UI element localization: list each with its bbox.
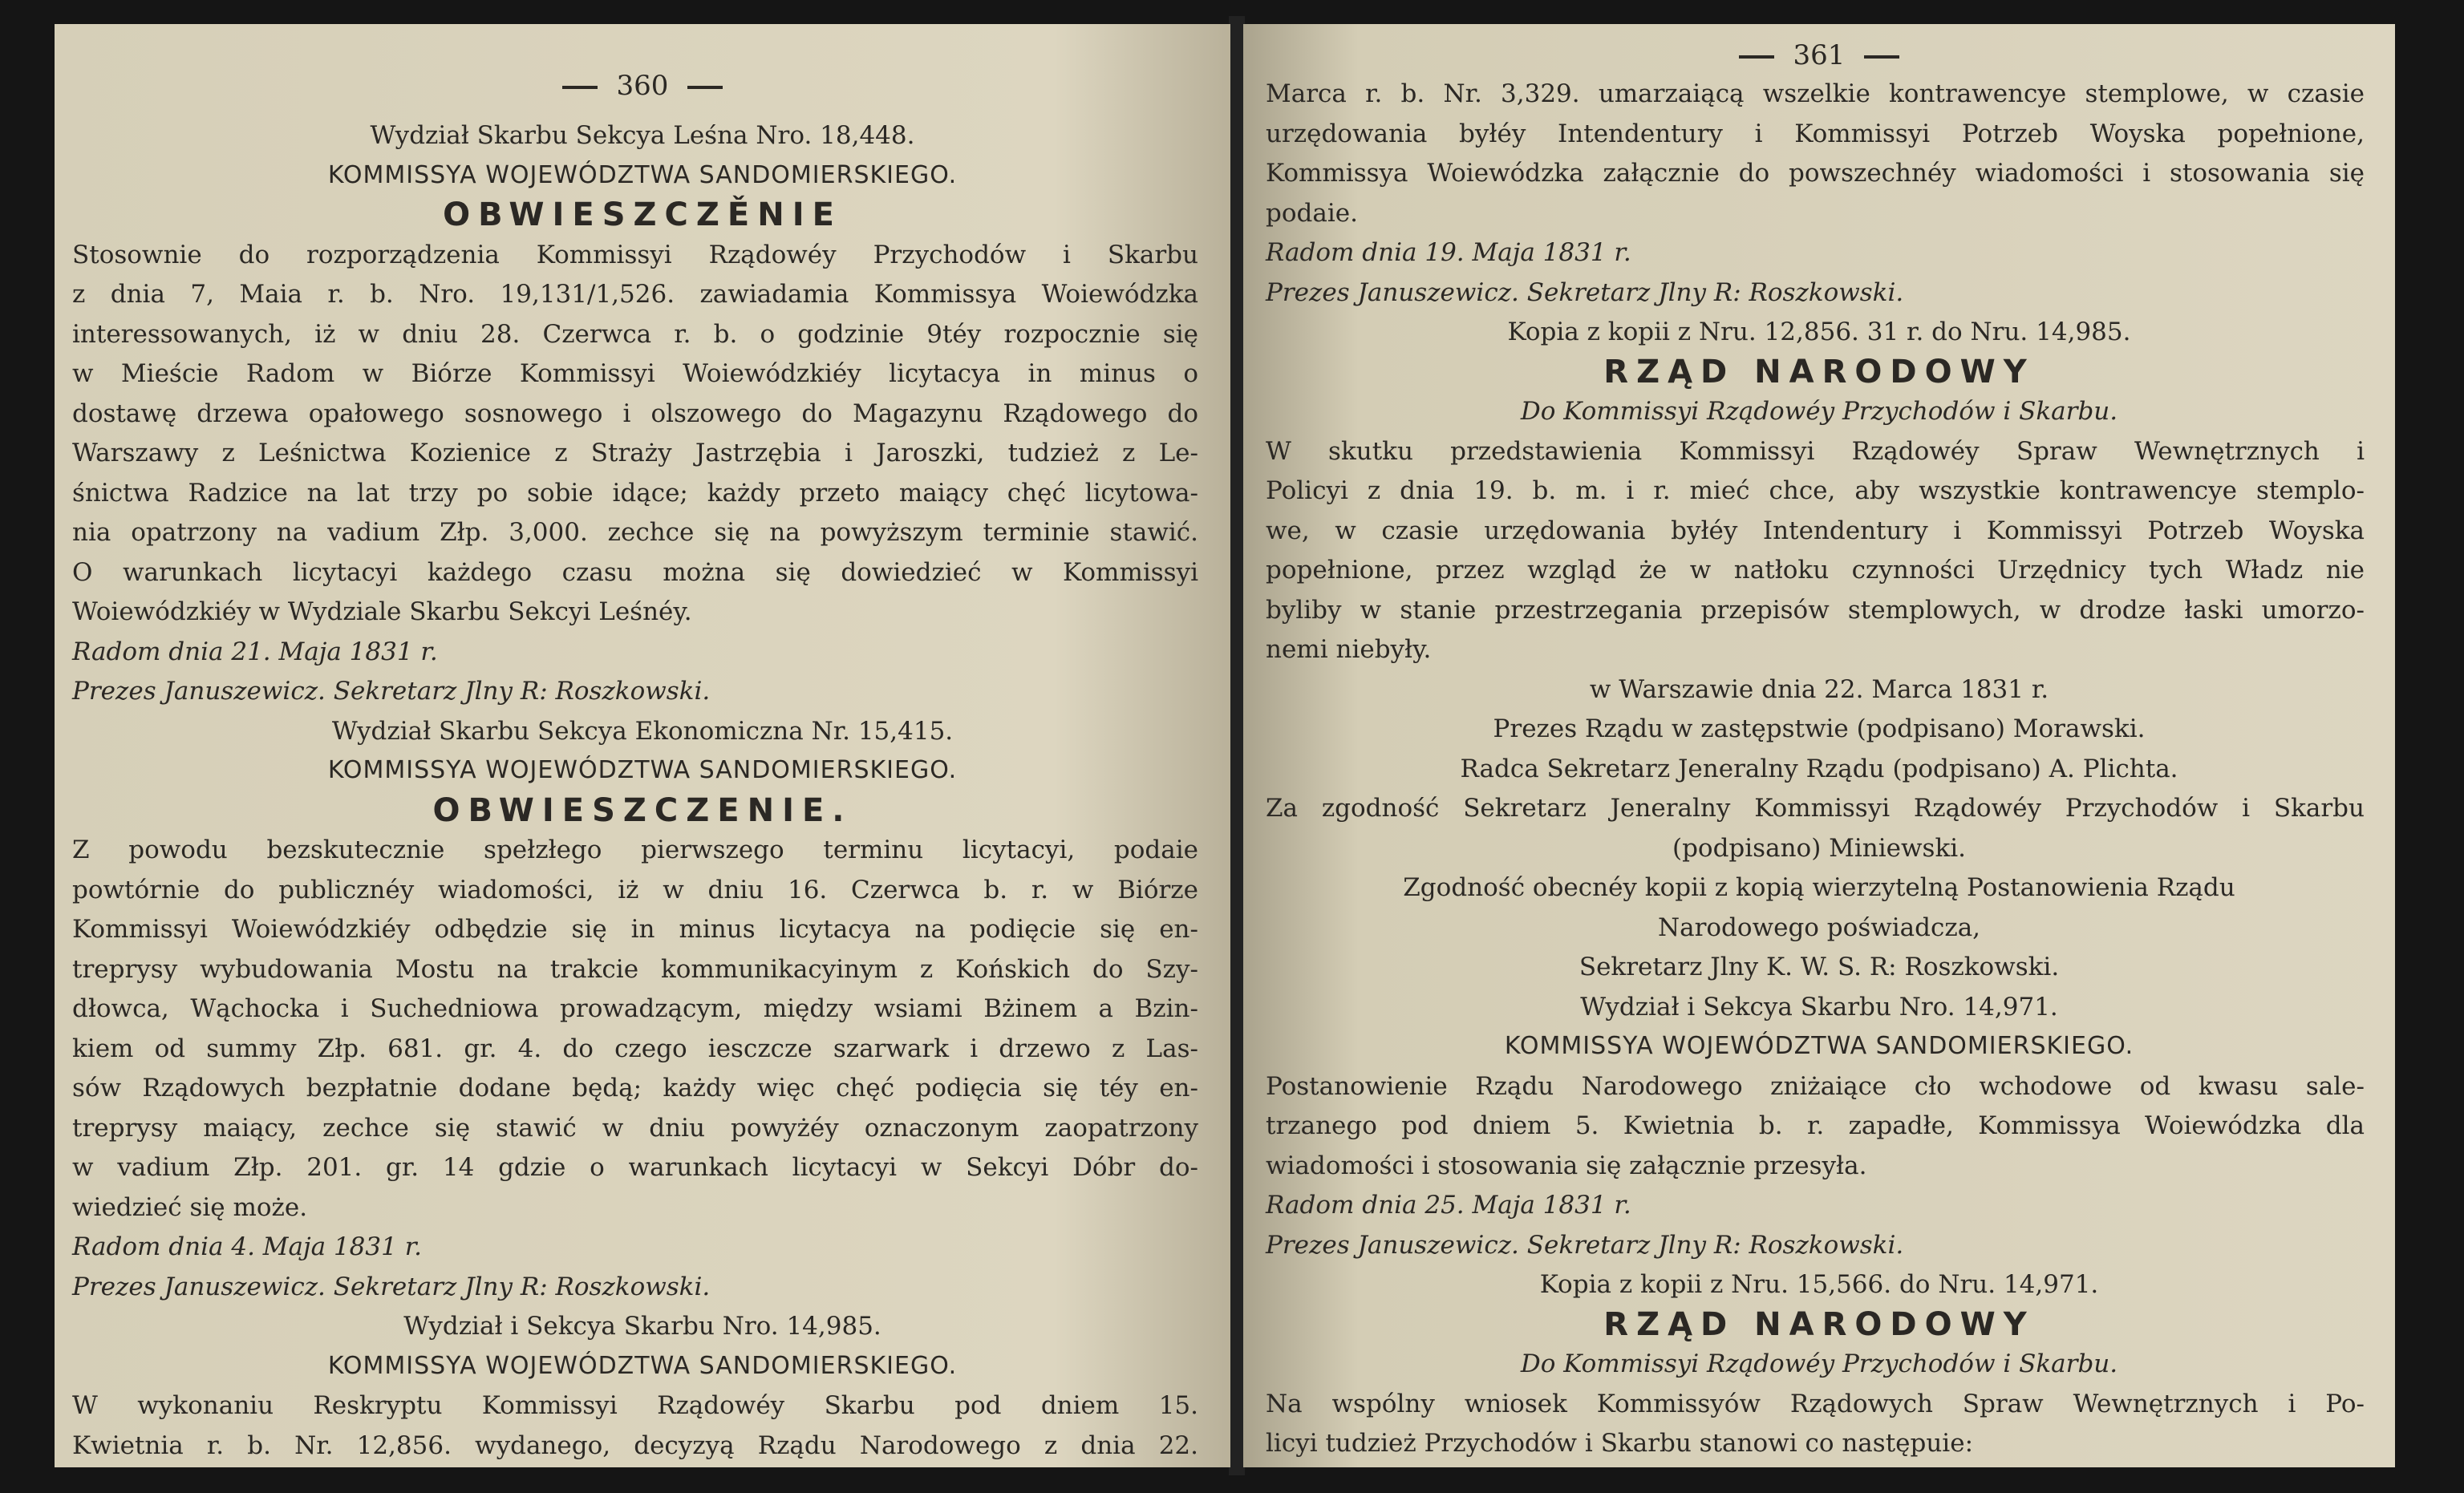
- text-line: Kwietnia r. b. Nr. 12,856. wydanego, decyzyą Rządu Narodowego z dnia 22.: [72, 1430, 1198, 1460]
- text-line: KOMMISSYA WOJEWÓDZTWA SANDOMIERSKIEGO.: [327, 756, 958, 784]
- text-line: interessowanych, iż w dniu 28. Czerwca r. b. o godzinie 9téy rozpocznie się: [72, 319, 1198, 349]
- text-line: Prezes Rządu w zastępstwie (podpisano) Morawski.: [1493, 714, 2146, 743]
- text-line: trzanego pod dniem 5. Kwietnia b. r. zapadłe, Kommissya Woiewódzka dla: [1266, 1111, 2365, 1140]
- text-line: dostawę drzewa opałowego sosnowego i olszowego do Magazynu Rządowego do: [72, 399, 1198, 428]
- text-line: RZĄD NARODOWY: [1603, 1305, 2035, 1343]
- text-line: Na wspólny wniosek Kommissyów Rządowych Spraw Wewnętrznych i Po-: [1266, 1389, 2365, 1418]
- text-line: Stosownie do rozporządzenia Kommissyi Rządowéy Przychodów i Skarbu: [72, 240, 1198, 269]
- text-line: Kommissyi Woiewódzkiéy odbędzie się in minus licytacya na podięcie się en-: [72, 915, 1198, 944]
- text-line: nia opatrzony na vadium Złp. 3,000. zechce się na powyższym terminie stawić.: [72, 518, 1198, 547]
- text-line: Prezes Januszewicz. Sekretarz Jlny R: Roszkowski.: [72, 1272, 711, 1301]
- text-line: Kopia z kopii z Nru. 15,566. do Nru. 14,971.: [1539, 1270, 2099, 1299]
- text-line: Wydział Skarbu Sekcya Leśna Nro. 18,448.: [370, 121, 915, 150]
- text-line: powtórnie do publicznéy wiadomości, iż w dniu 16. Czerwca b. r. w Biórze: [72, 875, 1198, 904]
- text-line: Prezes Januszewicz. Sekretarz Jlny R: Roszkowski.: [1266, 277, 1904, 307]
- text-line: Woiewódzkiéy w Wydziale Skarbu Sekcyi Leśnéy.: [72, 597, 692, 626]
- text-line: Prezes Januszewicz. Sekretarz Jlny R: Roszkowski.: [72, 677, 711, 706]
- text-line: kiem od summy Złp. 681. gr. 4. do czego iesczcze szarwark i drzewo z Las-: [72, 1034, 1198, 1063]
- text-line: Z powodu bezskutecznie spełzłego pierwszego terminu licytacyi, podaie: [72, 836, 1198, 864]
- text-line: KOMMISSYA WOJEWÓDZTWA SANDOMIERSKIEGO.: [327, 1351, 958, 1380]
- text-line: w Mieście Radom w Biórze Kommissyi Woiewódzkiéy licytacya in minus o: [72, 359, 1198, 388]
- text-line: licyi tudzież Przychodów i Skarbu stanowi co następuie:: [1266, 1429, 1974, 1458]
- text-line: Radom dnia 21. Maja 1831 r.: [72, 637, 438, 666]
- text-line: Radom dnia 25. Maja 1831 r.: [1266, 1191, 1631, 1220]
- text-line: Sekretarz Jlny K. W. S. R: Roszkowski.: [1578, 953, 2060, 981]
- text-line: sów Rządowych bezpłatnie dodane będą; każdy więc chęć podięcia się téy en-: [72, 1074, 1198, 1103]
- text-line: treprysy wybudowania Mostu na trakcie kommunikacyinym z Końskich do Szy-: [72, 954, 1198, 984]
- text-line: W wykonaniu Reskryptu Kommissyi Rządowéy Skarbu pod dniem 15.: [72, 1391, 1198, 1420]
- text-line: dłowca, Wąchocka i Suchedniowa prowadzącym, między wsiami Bżinem a Bzin-: [72, 994, 1198, 1023]
- text-line: OBWIESZCZENIE.: [432, 791, 853, 829]
- text-line: Radom dnia 4. Maja 1831 r.: [72, 1232, 422, 1261]
- text-line: Wydział i Sekcya Skarbu Nro. 14,985.: [403, 1312, 881, 1341]
- text-line: Kommissya Woiewódzka załącznie do powszechnéy wiadomości i stosowania się: [1266, 159, 2365, 188]
- text-line: nemi niebyły.: [1266, 635, 1432, 664]
- text-line: we, w czasie urzędowania byłéy Intendentury i Kommissyi Potrzeb Woyska: [1266, 516, 2365, 545]
- text-line: urzędowania byłéy Intendentury i Kommissyi Potrzeb Woyska popełnione,: [1266, 119, 2365, 148]
- text-line: RZĄD NARODOWY: [1603, 353, 2035, 390]
- text-line: Prezes Januszewicz. Sekretarz Jlny R: Roszkowski.: [1266, 1230, 1904, 1260]
- text-line: Za zgodność Sekretarz Jeneralny Kommissyi Rządowéy Przychodów i Skarbu: [1266, 794, 2365, 823]
- text-line: Policyi z dnia 19. b. m. i r. mieć chce, aby wszystkie kontrawencye stemplo-: [1266, 476, 2365, 505]
- text-line: byliby w stanie przestrzegania przepisów stemplowych, w drodze łaski umorzo-: [1266, 595, 2365, 625]
- text-line: Postanowienie Rządu Narodowego zniżaiące cło wchodowe od kwasu sale-: [1266, 1071, 2365, 1101]
- text-line: Marca r. b. Nr. 3,329. umarzaiącą wszelkie kontrawencye stemplowe, w czasie: [1266, 79, 2365, 108]
- text-line: wiadomości i stosowania się załącznie przesyła.: [1266, 1151, 1867, 1180]
- page-number-left: 360: [55, 71, 1230, 101]
- left-page: [55, 24, 1230, 1467]
- text-line: Wydział Skarbu Sekcya Ekonomiczna Nr. 15,415.: [331, 716, 954, 746]
- text-line: w vadium Złp. 201. gr. 14 gdzie o warunkach licytacyi w Sekcyi Dóbr do-: [72, 1153, 1198, 1182]
- text-line: wiedzieć się może.: [72, 1192, 308, 1222]
- right-page: [1243, 24, 2395, 1467]
- text-line: popełnione, przez wzgląd że w natłoku czynności Urzędnicy tych Władz nie: [1266, 556, 2365, 585]
- text-line: podaie.: [1266, 198, 1358, 228]
- text-line: Narodowego poświadcza,: [1657, 912, 1981, 942]
- book-gutter: [1229, 16, 1245, 1475]
- text-line: Do Kommissyi Rządowéy Przychodów i Skarbu.: [1520, 397, 2118, 426]
- text-line: z dnia 7, Maia r. b. Nro. 19,131/1,526. zawiadamia Kommissya Woiewódzka: [72, 280, 1198, 309]
- page-number-right: 361: [1243, 40, 2395, 71]
- text-line: Kopia z kopii z Nru. 12,856. 31 r. do Nru. 14,985.: [1507, 318, 2131, 346]
- text-line: KOMMISSYA WOJEWÓDZTWA SANDOMIERSKIEGO.: [327, 160, 958, 189]
- text-line: W skutku przedstawienia Kommissyi Rządowéy Spraw Wewnętrznych i: [1266, 436, 2365, 466]
- text-line: w Warszawie dnia 22. Marca 1831 r.: [1589, 674, 2049, 704]
- text-line: (podpisano) Miniewski.: [1672, 833, 1967, 863]
- text-line: Radom dnia 19. Maja 1831 r.: [1266, 238, 1631, 267]
- text-line: OBWIESZCZĚNIE: [443, 196, 842, 233]
- text-line: KOMMISSYA WOJEWÓDZTWA SANDOMIERSKIEGO.: [1504, 1032, 2134, 1060]
- text-line: O warunkach licytacyi każdego czasu można się dowiedzieć w Kommissyi: [72, 557, 1198, 587]
- text-line: śnictwa Radzice na lat trzy po sobie idące; każdy przeto maiący chęć licytowa-: [72, 478, 1198, 508]
- text-line: Warszawy z Leśnictwa Kozienice z Straży Jastrzębia i Jaroszki, tudzież z Le-: [72, 439, 1198, 467]
- text-line: Radca Sekretarz Jeneralny Rządu (podpisano) A. Plichta.: [1460, 754, 2178, 783]
- text-line: Wydział i Sekcya Skarbu Nro. 14,971.: [1580, 992, 2058, 1022]
- text-line: Zgodność obecnéy kopii z kopią wierzytelną Postanowienia Rządu: [1403, 873, 2235, 902]
- text-line: treprysy maiący, zechce się stawić w dniu powyżéy oznaczonym zaopatrzony: [72, 1113, 1198, 1143]
- text-line: Do Kommissyi Rządowéy Przychodów i Skarbu.: [1520, 1349, 2118, 1378]
